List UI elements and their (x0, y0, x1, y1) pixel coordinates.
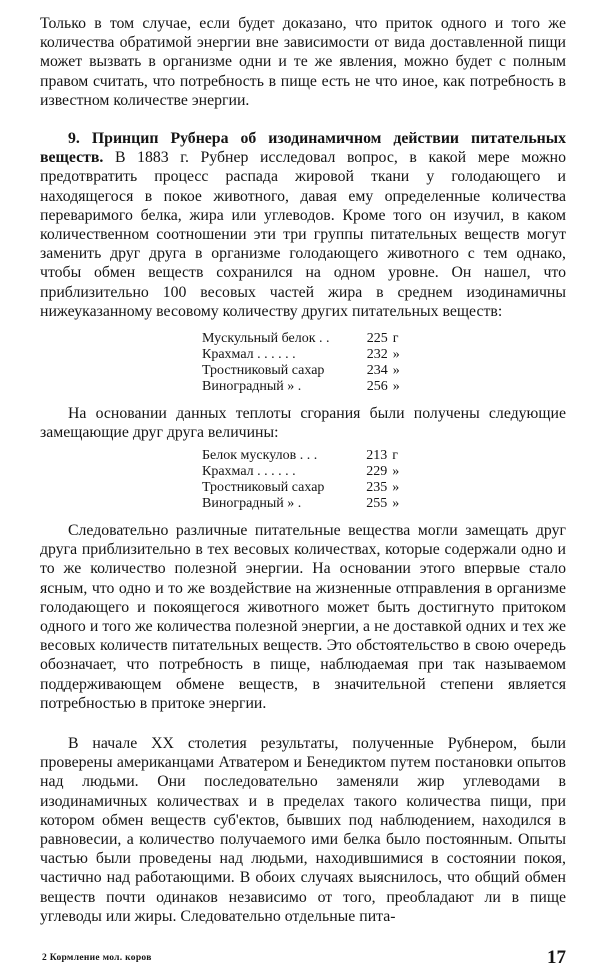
table-cell-unit: » (392, 480, 400, 495)
table-row (202, 464, 402, 480)
table-cell-name: Белок мускулов . . . (202, 448, 318, 463)
mid-paragraph: На основании данных теплоты сгорания были получены следующие замещающие друг друга величины: (40, 405, 566, 442)
substitution-table-combustion (202, 448, 402, 512)
table-row (202, 331, 402, 347)
table-cell-unit: г (392, 331, 399, 346)
table-cell-value: 213 (366, 448, 388, 463)
table-cell-unit: » (392, 464, 400, 479)
table-cell-value: 229 (366, 464, 388, 479)
table-cell-name: Крахмал . . . . . . (202, 464, 296, 479)
table-cell-unit: » (392, 379, 400, 394)
table-cell-name: Виноградный » . (202, 379, 302, 394)
table-row (202, 448, 402, 464)
table-cell-value: 225 (366, 331, 388, 346)
table-cell-name: Тростниковый сахар (202, 480, 325, 495)
section-9-heading: Принцип Рубнера об изодинамичном действии питательных веществ. (40, 130, 567, 167)
final-paragraph: В начале XX столетия результаты, полученные Рубнером, были проверены американцами Атватером и Бенедиктом путем постановки опытов над людьми. Они последовательно заменяли жир углеводами в изодинамичных количествах и в пределах такого количества пищи, при котором обмен веществ суб'ектов, бывших под наблюдением, находился в равновесии, а количество получаемого ими белка было постоянным. Опыты частью были проведены над людьми, находившимися в состоянии покоя, частично над работающими. В обоих случаях выяснилось, что общий обмен веществ почти одинаков независимо от того, преобладают ли в пище углеводы или жиры. Следовательно отдельные пита- (40, 735, 566, 925)
page-number: 17 (547, 947, 566, 968)
table-cell-name: Крахмал . . . . . . (202, 347, 296, 362)
section-9-text: В 1883 г. Рубнер исследовал вопрос, в какой мере можно предотвратить процесс распада жировой ткани у голодающего и находящегося в покое животного, давая ему определенные количества переваримого белка, жира или углеводов. Кроме того он изучил, в каком количественном соотношении эти три группы питательных веществ могут заменить друг друга в организме голодающего животного с тем однако, чтобы обмен веществ сохранился на одном уровне. Он нашел, что приблизительно 100 весовых частей жира в среднем изодинамичны нижеуказанному весовому количеству других питательных веществ: (40, 149, 567, 320)
table-row (202, 480, 402, 496)
conclusion-paragraph: Следовательно различные питательные вещества могли замещать друг друга приблизительно в тех весовых количествах, которые содержали одно и то же количество полезной энергии. На основании этого впервые стало ясным, что одно и то же воздействие на жизненные отправления в организме голодающего и покоящегося животного может быть достигнуто притоком одного и того же количества полезной энергии, а не доставкой одних и тех же весовых количеств питательных веществ. Это обстоятельство в свою очередь обозначает, что потребность в пище, наблюдаемая при так называемом поддерживающем обмене веществ, в значительной степени является потребностью в притоке энергии. (40, 522, 566, 712)
signature-mark: 2 Кормление мол. коров (42, 953, 152, 963)
table-cell-value: 235 (366, 480, 388, 495)
table-cell-value: 256 (366, 379, 388, 394)
table-cell-unit: » (392, 363, 400, 378)
page-footer (40, 947, 566, 969)
table-row (202, 363, 402, 379)
substitution-table-rubner (202, 331, 402, 395)
table-row (202, 347, 402, 363)
top-paragraph: Только в том случае, если будет доказано, что приток одного и того же количества обратимой энергии вне зависимости от вида доставленной пищи может вызвать в организме одни и те же явления, можно будет с полным правом считать, что потребность в пище есть не что иное, как потребность в известном количестве энергии. (40, 15, 566, 109)
section-9-number: 9. (68, 130, 80, 147)
table-cell-unit: г (392, 448, 399, 463)
table-cell-value: 255 (366, 496, 388, 511)
table-cell-name: Виноградный » . (202, 496, 302, 511)
table-cell-value: 232 (366, 347, 388, 362)
section-9-paragraph (40, 129, 566, 321)
table-row (202, 379, 402, 395)
table-cell-name: Мускульный белок . . (202, 331, 330, 346)
table-cell-unit: » (392, 347, 400, 362)
table-cell-unit: » (392, 496, 400, 511)
table-cell-value: 234 (366, 363, 388, 378)
table-cell-name: Тростниковый сахар (202, 363, 325, 378)
table-row (202, 496, 402, 512)
